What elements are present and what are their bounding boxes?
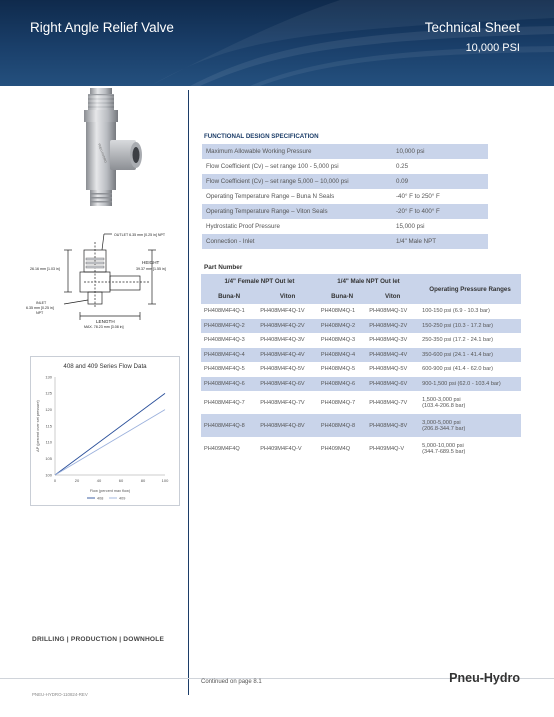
part-number-cell: PH408M4Q-4V — [366, 348, 419, 363]
page-header — [0, 0, 554, 86]
inlet-value: 6.35 mm [0.25 in] — [26, 306, 54, 310]
part-row — [201, 437, 521, 460]
spec-row — [202, 189, 488, 204]
dimension-drawing — [24, 228, 184, 338]
part-number-cell: PH408M4F4Q-7 — [204, 399, 245, 406]
y-axis-label: ΔP (percent over set pressure) — [36, 400, 40, 452]
spec-value: 10,000 psi — [392, 144, 488, 159]
spec-value: 1/4" Male NPT — [392, 234, 488, 249]
sub-header-viton-male: Viton — [366, 289, 419, 304]
part-number-cell: PH408M4Q-3 — [320, 337, 356, 344]
product-title: Right Angle Relief Valve — [30, 20, 174, 35]
part-number-title: Part Number — [204, 264, 243, 271]
pressure-rating: 10,000 PSI — [465, 42, 520, 54]
pressure-range-cell — [419, 391, 521, 414]
part-number-cell: PH408M4Q-7V — [369, 399, 408, 406]
group-header-female: 1/4" Female NPT Out let — [201, 274, 318, 289]
pressure-range-bar: (103.4-206.8 bar) — [422, 402, 466, 409]
spec-value: -20° F to 400° F — [392, 204, 488, 219]
inlet-npt: NPT — [36, 311, 44, 315]
part-number-cell: PH408M4F4Q-7V — [260, 399, 305, 406]
part-number-cell: PH409M4Q-V — [369, 445, 405, 452]
x-tick-label: 100 — [161, 478, 169, 483]
flow-data-chart — [30, 356, 180, 506]
document-number: PNEU-HYDRO-110824-REV — [32, 692, 88, 697]
pressure-range-psi: 5,000-10,000 psi — [422, 442, 464, 449]
pressure-range-cell — [419, 333, 521, 348]
legend-label-408: 408 — [97, 496, 104, 501]
part-number-table — [201, 274, 521, 460]
pressure-range-bar: (206.8-344.7 bar) — [422, 425, 466, 432]
part-number-cell: PH408M4Q-8 — [318, 414, 366, 437]
part-number-cell: PH408M4F4Q-2 — [201, 319, 257, 334]
group-header-pressure: Operating Pressure Ranges — [419, 274, 521, 304]
group-header-male: 1/4" Male NPT Out let — [318, 274, 419, 289]
legend-label-409: 409 — [119, 496, 126, 501]
spec-row — [202, 159, 488, 174]
pressure-range-psi: 350-600 psi (24.1 - 41.4 bar) — [422, 351, 493, 358]
pressure-range-cell — [419, 437, 521, 460]
height-label: HEIGHT — [142, 260, 160, 265]
x-tick-label: 0 — [53, 478, 57, 483]
part-number-cell: PH408M4Q-3V — [369, 337, 408, 344]
outlet-label: OUTLET 6.35 mm [0.25 in] NPT — [114, 233, 166, 237]
part-number-cell: PH408M4F4Q-8V — [257, 414, 318, 437]
pressure-range-cell — [419, 348, 521, 363]
part-number-cell: PH408M4F4Q-8 — [201, 414, 257, 437]
part-row — [201, 333, 521, 348]
left-dim-label: 26.16 mm [1.03 in] — [30, 267, 60, 271]
part-number-cell: PH408M4Q-1V — [369, 308, 408, 315]
part-number-cell: PH408M4Q-6 — [318, 377, 366, 392]
part-number-cell: PH408M4F4Q-1V — [260, 308, 305, 315]
pressure-range-cell — [419, 319, 521, 334]
height-value: 39.37 mm [1.55 in] — [136, 267, 166, 271]
part-row — [201, 304, 521, 319]
part-number-cell: PH408M4Q-8V — [366, 414, 419, 437]
length-label: LENGTH — [96, 319, 115, 324]
part-row — [201, 348, 521, 363]
series-line-408 — [55, 393, 165, 475]
y-tick-label: 130 — [45, 374, 52, 380]
part-number-cell: PH408M4F4Q-5 — [204, 366, 245, 373]
part-number-cell: PH408M4Q-4 — [318, 348, 366, 363]
x-tick-label: 20 — [74, 478, 80, 483]
spec-row — [202, 144, 488, 159]
sub-header-viton-female: Viton — [257, 289, 318, 304]
part-number-cell: PH409M4F4Q-V — [260, 445, 302, 452]
column-divider — [188, 90, 189, 695]
spec-label: Connection - Inlet — [202, 234, 392, 249]
part-number-cell: PH408M4F4Q-6V — [257, 377, 318, 392]
part-number-cell: PH408M4Q-1 — [320, 308, 356, 315]
part-row — [201, 391, 521, 414]
pressure-range-cell — [419, 362, 521, 377]
length-value: MAX. 78.23 mm [3.08 in] — [84, 325, 124, 329]
spec-label: Hydrostatic Proof Pressure — [206, 223, 280, 230]
spec-value: -40° F to 250° F — [396, 193, 440, 200]
x-tick-label: 80 — [140, 478, 146, 483]
spec-value: 15,000 psi — [396, 223, 425, 230]
spec-label: Operating Temperature Range – Buna N Seals — [206, 193, 335, 200]
brand-logo: Pneu-Hydro — [449, 671, 520, 685]
y-tick-label: 115 — [45, 423, 52, 429]
part-number-cell: PH408M4F4Q-4V — [257, 348, 318, 363]
pressure-range-cell — [419, 377, 521, 392]
y-tick-label: 105 — [45, 455, 52, 461]
x-axis-label: Flow (percent max flow) — [89, 489, 131, 493]
part-number-cell: PH408M4F4Q-3V — [260, 337, 305, 344]
part-number-cell: PH408M4F4Q-3 — [204, 337, 245, 344]
part-row — [201, 414, 521, 437]
pressure-range-cell — [419, 414, 521, 437]
pressure-range-cell — [419, 304, 521, 319]
spec-row — [202, 234, 488, 249]
x-tick-label: 40 — [96, 478, 102, 483]
spec-table — [202, 144, 488, 249]
spec-row — [202, 204, 488, 219]
part-number-cell: PH408M4F4Q-6 — [201, 377, 257, 392]
spec-value: 0.09 — [392, 174, 488, 189]
spec-label: Maximum Allowable Working Pressure — [202, 144, 392, 159]
pressure-range-psi: 250-350 psi (17.2 - 24.1 bar) — [422, 337, 493, 344]
pressure-range-psi: 3,000-5,000 psi — [422, 419, 461, 426]
x-tick-label: 60 — [118, 478, 124, 483]
y-tick-label: 100 — [45, 472, 52, 478]
inlet-label: INLET — [36, 301, 47, 305]
part-number-cell: PH408M4Q-7 — [320, 399, 356, 406]
part-number-cell: PH408M4F4Q-2V — [257, 319, 318, 334]
y-tick-label: 125 — [45, 390, 52, 396]
spec-row — [202, 174, 488, 189]
part-row — [201, 319, 521, 334]
spec-label: Flow Coefficient (Cv) – set range 5,000 – 10,000 psi — [202, 174, 392, 189]
spec-row — [202, 219, 488, 234]
part-number-cell: PH408M4F4Q-4 — [201, 348, 257, 363]
pressure-range-psi: 100-150 psi (6.9 - 10.3 bar) — [422, 308, 490, 315]
sub-header-buna-male: Buna-N — [318, 289, 366, 304]
part-number-cell: PH409M4F4Q — [204, 445, 240, 452]
footer-tagline: DRILLING | PRODUCTION | DOWNHOLE — [32, 636, 165, 643]
part-row — [201, 362, 521, 377]
spec-value: 0.25 — [396, 163, 409, 170]
pressure-range-psi: 900-1,500 psi (62.0 - 103.4 bar) — [422, 380, 501, 387]
pressure-range-psi: 1,500-3,000 psi — [422, 396, 461, 403]
spec-title: FUNCTIONAL DESIGN SPECIFICATION — [204, 133, 319, 140]
sub-header-buna-female: Buna-N — [201, 289, 257, 304]
svg-text:PNEU-HYDRO: PNEU-HYDRO — [97, 142, 108, 164]
part-number-cell: PH408M4Q-5 — [320, 366, 356, 373]
part-number-cell: PH408M4Q-2 — [318, 319, 366, 334]
pressure-range-bar: (344.7-689.5 bar) — [422, 448, 466, 455]
part-number-cell: PH408M4F4Q-1 — [204, 308, 245, 315]
pressure-range-psi: 600-900 psi (41.4 - 62.0 bar) — [422, 366, 493, 373]
valve-product-image — [62, 84, 152, 224]
part-row — [201, 377, 521, 392]
spec-label: Flow Coefficient (Cv) – set range 100 - 5,000 psi — [206, 163, 339, 170]
part-number-cell: PH409M4Q — [320, 445, 351, 452]
spec-label: Operating Temperature Range – Viton Seals — [202, 204, 392, 219]
continued-note: Continued on page 8.1 — [201, 679, 262, 685]
part-number-cell: PH408M4Q-2V — [366, 319, 419, 334]
chart-title: 408 and 409 Series Flow Data — [63, 363, 147, 370]
pressure-range-psi: 150-250 psi (10.3 - 17.2 bar) — [422, 322, 493, 329]
part-number-cell: PH408M4F4Q-5V — [260, 366, 305, 373]
chart-svg — [31, 357, 179, 505]
series-line-409 — [55, 410, 165, 475]
part-number-cell: PH408M4Q-5V — [369, 366, 408, 373]
y-tick-label: 120 — [45, 406, 52, 412]
sheet-label: Technical Sheet — [424, 20, 520, 35]
y-tick-label: 110 — [45, 439, 52, 445]
part-number-cell: PH408M4Q-6V — [366, 377, 419, 392]
